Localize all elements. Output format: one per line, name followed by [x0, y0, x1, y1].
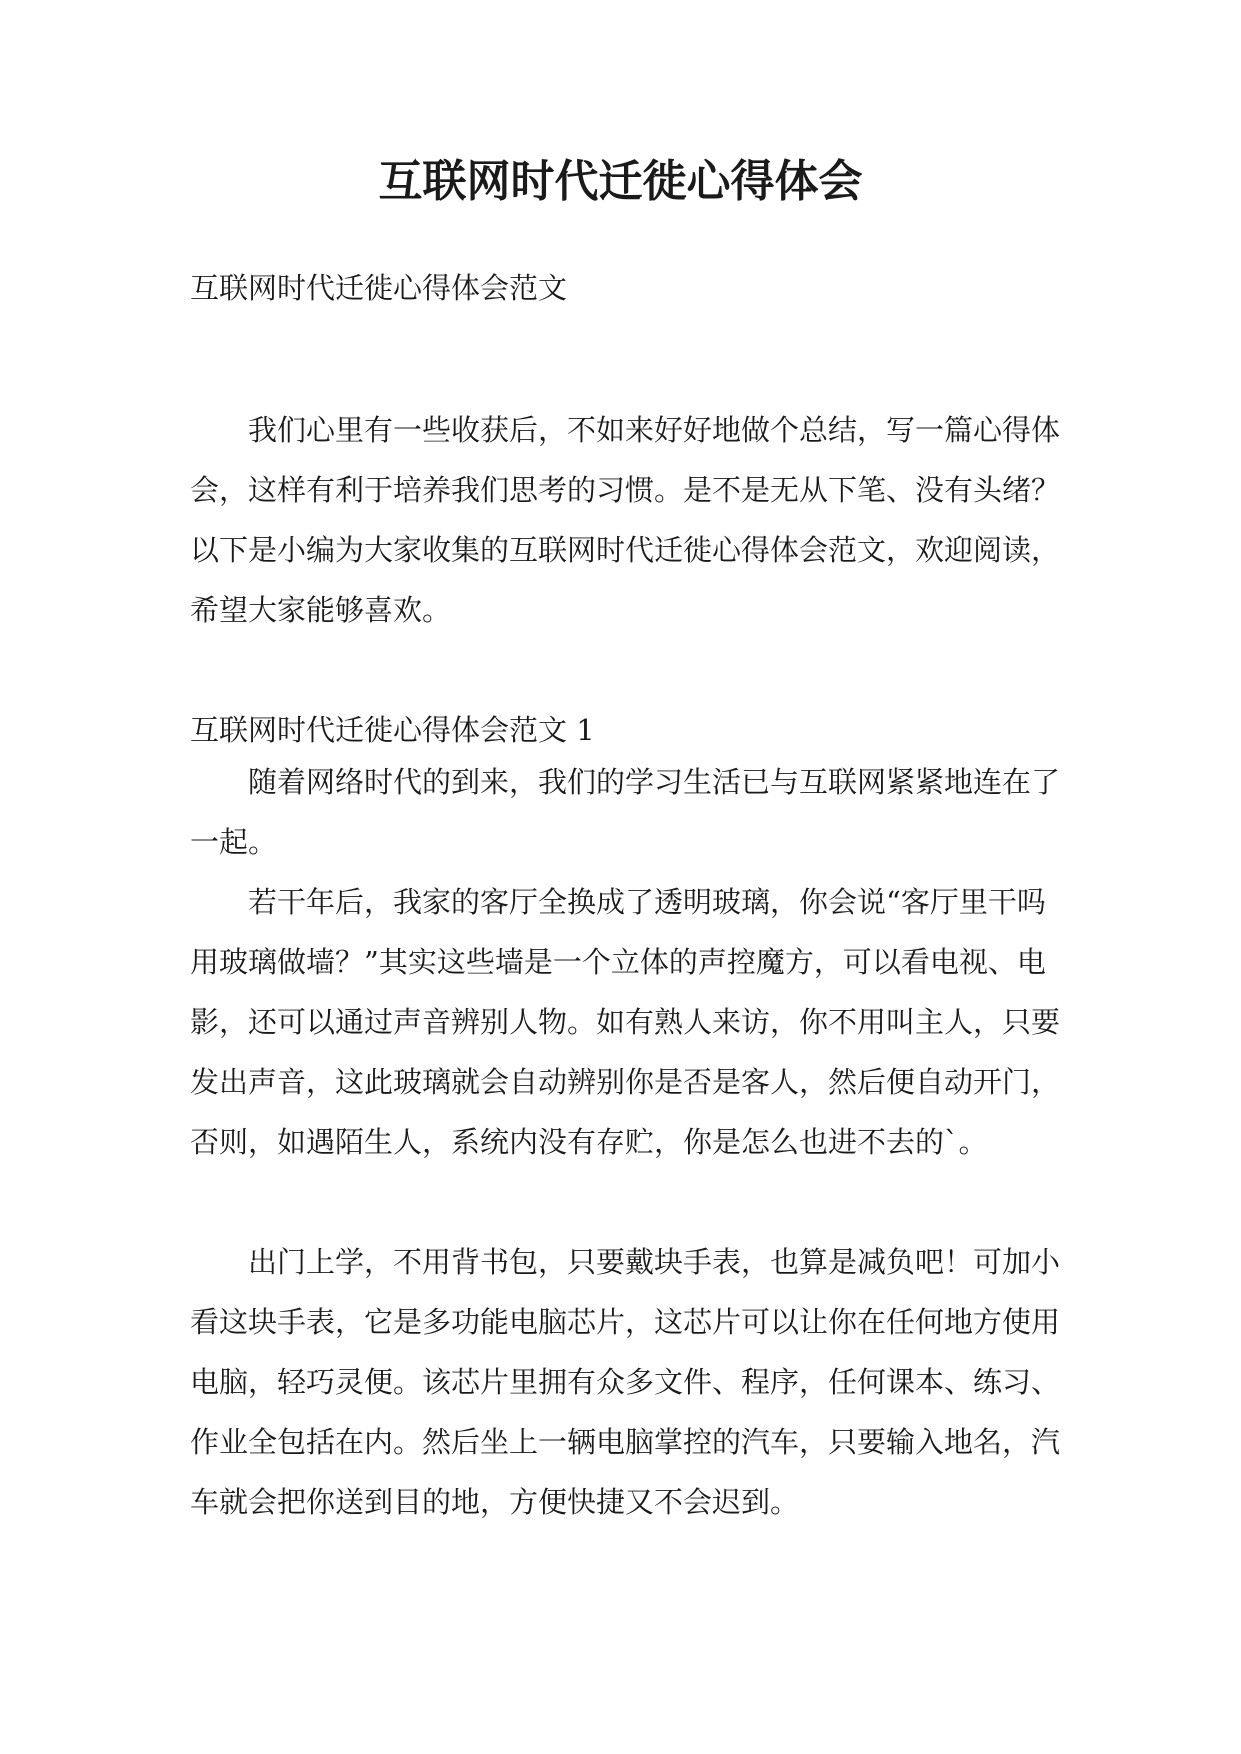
document-title: 互联网时代迁徙心得体会	[378, 156, 863, 207]
body-paragraph: 出门上学，不用背书包，只要戴块手表，也算是减负吧！可加小看这块手表，它是多功能电脑芯片，这芯片可以让你在任何地方使用电脑，轻巧灵便。该芯片里拥有众多文件、程序，任何课本、练习、作业全包括在内。然后坐上一辆电脑掌控的汽车，只要输入地名，汽车就会把你送到目的地，方便快捷又不会迟到。	[190, 1245, 1061, 1519]
section-heading: 互联网时代迁徙心得体会范文 1	[190, 713, 595, 747]
document-subtitle: 互联网时代迁徙心得体会范文	[190, 271, 568, 305]
body-paragraph: 若干年后，我家的客厅全换成了透明玻璃，你会说“客厅里干吗用玻璃做墙？”其实这些墙是一个立体的声控魔方，可以看电视、电影，还可以通过声音辨别人物。如有熟人来访，你不用叫主人，只要发出声音，这此玻璃就会自动辨别你是否是客人，然后便自动开门，否则，如遇陌生人，系统内没有存贮，你是怎么也进不去的`。	[190, 885, 1061, 1159]
body-paragraph: 随着网络时代的到来，我们的学习生活已与互联网紧紧地连在了一起。	[190, 765, 1061, 859]
intro-paragraph: 我们心里有一些收获后，不如来好好地做个总结，写一篇心得体会，这样有利于培养我们思考的习惯。是不是无从下笔、没有头绪？以下是小编为大家收集的互联网时代迁徙心得体会范文，欢迎阅读，希望大家能够喜欢。	[190, 413, 1061, 627]
